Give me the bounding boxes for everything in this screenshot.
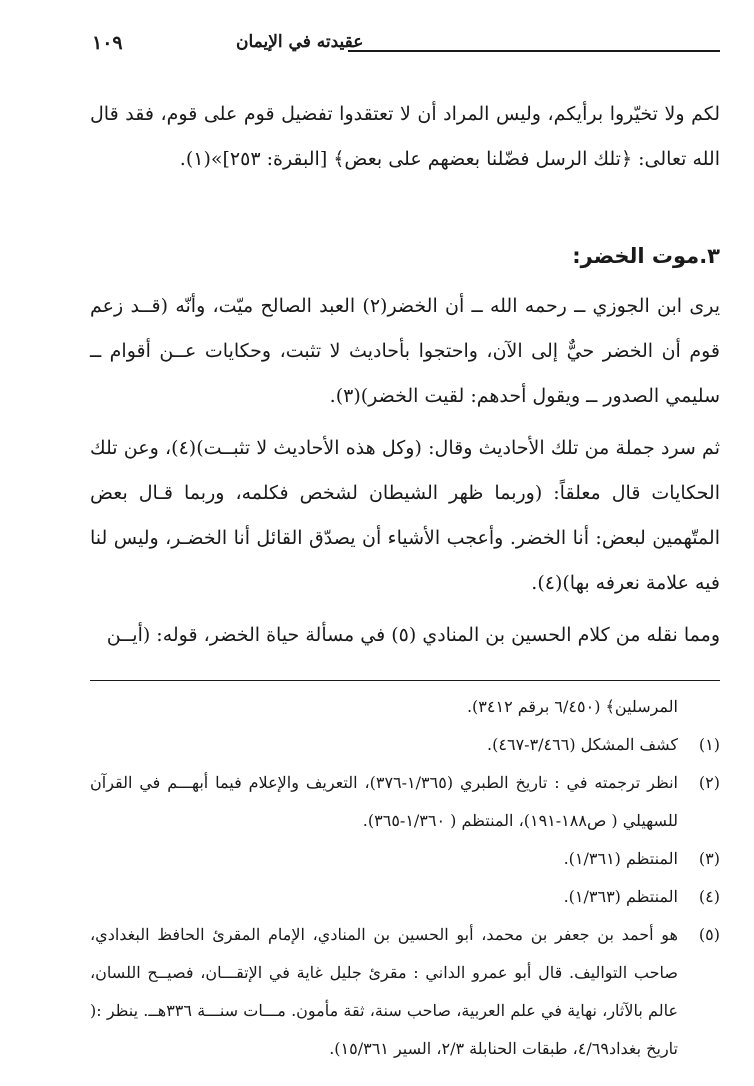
footnote-text: المنتظم (١/٣٦٣). <box>563 887 678 906</box>
paragraph-2: ثم سرد جملة من تلك الأحاديث وقال: (وكل هذه الأحاديث لا تثبــت)(٤)، وعن تلك الحكايات قال معلقاً: (وربما ظهر الشيطان لشخص فكلمه، وربما قـال بعض المتّهمين لبعض: أنا الخضر. وأعجب الأشياء أن يصدّق القائل أنا الخضـر، وليس لنا فيه علامة نعرفه بها)(٤). <box>90 437 720 594</box>
footnote-number: (١) <box>698 735 720 754</box>
footnote-number: (٢) <box>698 773 720 792</box>
paragraph-3: ومما نقله من كلام الحسين بن المنادي (٥) في مسألة حياة الخضر، قوله: (أيــن <box>106 624 720 646</box>
footnote-rule <box>90 680 720 681</box>
running-title: عقيدته في الإيمان <box>236 32 364 52</box>
header-rule <box>348 50 720 52</box>
footnote-3 <box>90 840 720 878</box>
footnote-number: (٤) <box>698 887 720 906</box>
footnote-text: المنتظم (١/٣٦١). <box>563 849 678 868</box>
footnotes <box>90 688 720 1068</box>
page-number: ١٠٩ <box>92 32 123 54</box>
intro-paragraph: لكم ولا تخيّروا برأيكم، وليس المراد أن لا تعتقدوا تفضيل قوم على قوم، فقد قال الله تعالى: ﴿تلك الرسل فضّلنا بعضهم على بعض﴾ [البقرة: ٢٥٣]»(١). <box>90 103 720 170</box>
footnote-text: هو أحمد بن جعفر بن محمد، أبو الحسين بن المنادي، الإمام المقرئ الحافظ البغدادي، صاحب التواليف. قال أبو عمرو الداني : مقرئ جليل غاية في الإتقـــان، فصيــح اللسان، عالم بالآثار، نهاية في علم العربية، صاحب سنة، ثقة مأمون. مـــات سنـــة ٣٣٦هــ. ينظر :( تاريخ بغداد٤/٦٩، طبقات الحنابلة ٢/٣، السير ١٥/٣٦١). <box>90 925 679 1058</box>
footnote-continuation: المرسلين﴾ (٦/٤٥٠ برقم ٣٤١٢). <box>466 697 678 716</box>
running-header <box>86 30 720 58</box>
paragraph-1: يرى ابن الجوزي ــ رحمه الله ــ أن الخضر(٢) العبد الصالح ميّت، وأنّه (قــد زعم قوم أن الخضر حيٌّ إلى الآن، واحتجوا بأحاديث لا تثبت، وحكايات عــن أقوام ــ سليمي الصدور ــ ويقول أحدهم: لقيت الخضر)(٣). <box>90 295 720 407</box>
footnote-2 <box>90 764 720 840</box>
footnote-4 <box>90 878 720 916</box>
footnote-number: (٥) <box>698 925 720 944</box>
section-body <box>90 284 720 658</box>
intro-block <box>90 92 720 182</box>
footnote-number: (٣) <box>698 849 720 868</box>
footnote-1 <box>90 726 720 764</box>
footnote-text: كشف المشكل (٣/٤٦٦-٤٦٧). <box>487 735 678 754</box>
footnote-text: انظر ترجمته في : تاريخ الطبري (١/٣٦٥-٣٧٦)، التعريف والإعلام فيما أبهـــم في القرآن للسهيلي ( ص١٨٨-١٩١)، المنتظم ( ١/٣٦٠-٣٦٥). <box>90 773 678 830</box>
section-heading: ٣.موت الخضر: <box>572 244 720 268</box>
footnote-5 <box>90 916 720 1068</box>
